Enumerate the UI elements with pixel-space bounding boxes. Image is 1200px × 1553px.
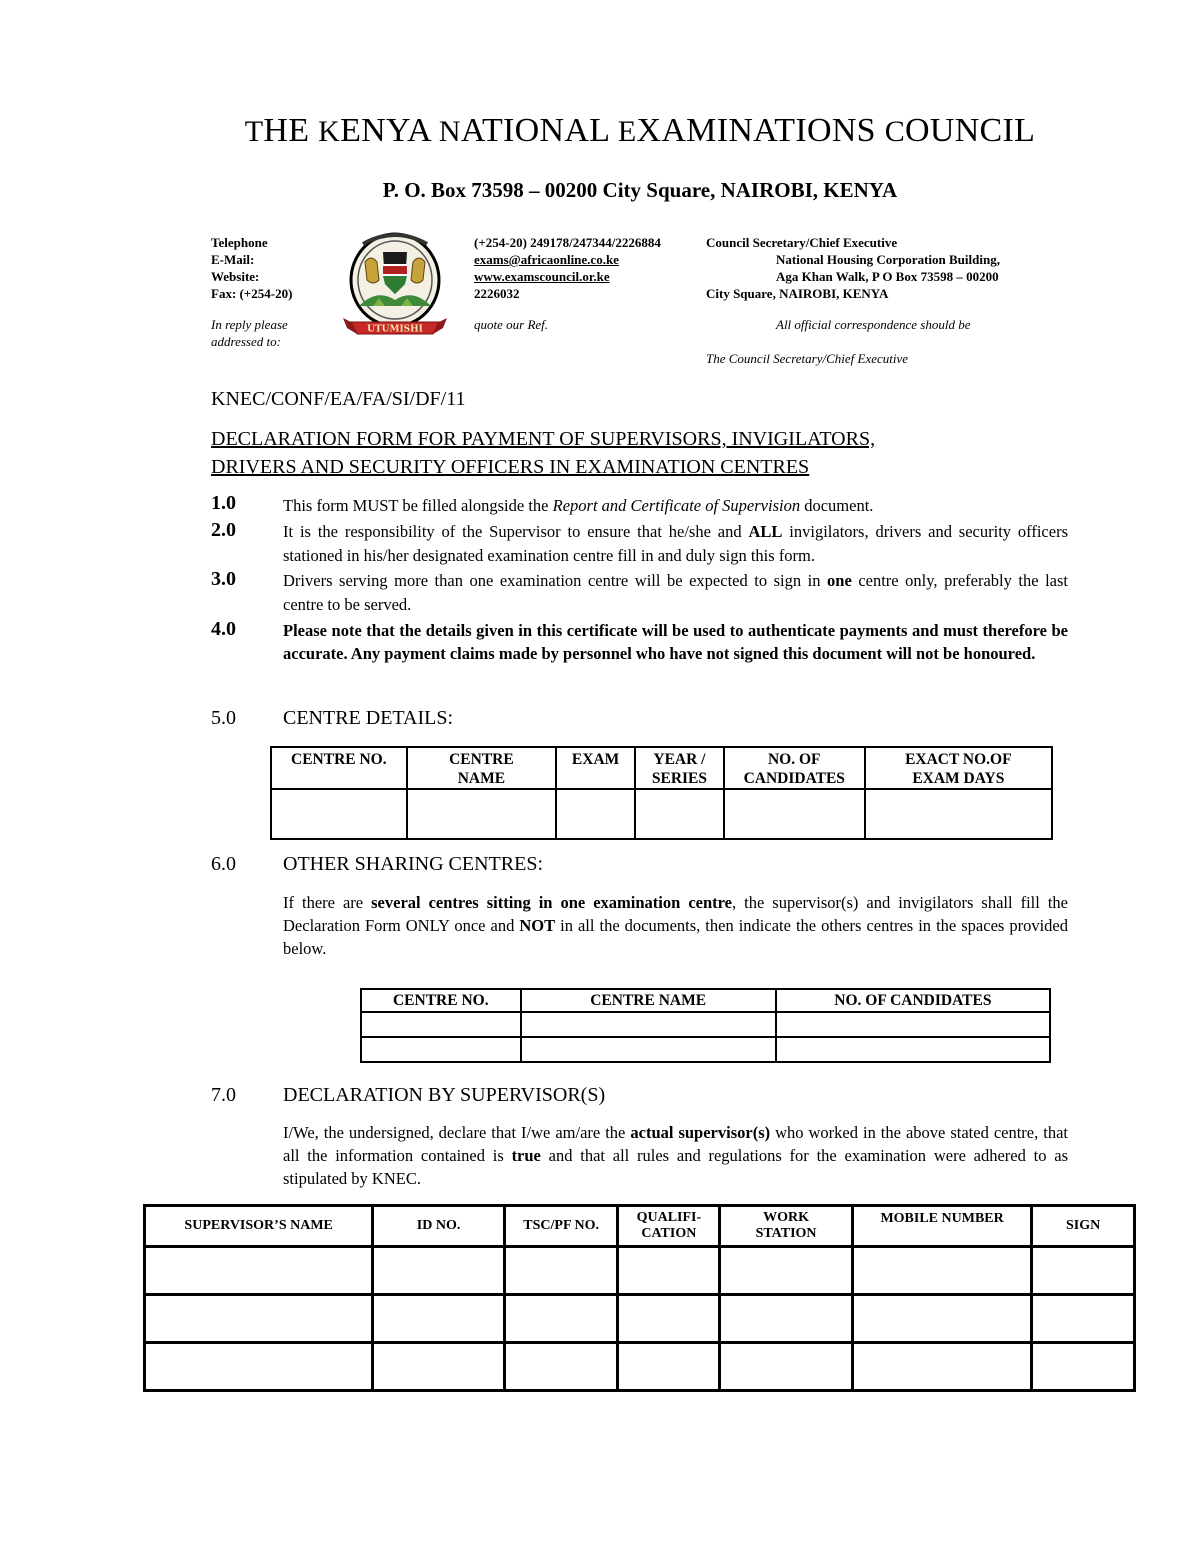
correspondence-addressee: The Council Secretary/Chief Executive <box>706 351 909 366</box>
crest-motto: UTUMISHI <box>367 324 423 335</box>
item-number-1: 1.0 <box>211 492 236 514</box>
tsc-pf-cell[interactable] <box>504 1343 618 1391</box>
centre-no-cell[interactable] <box>271 789 407 839</box>
header-tsc-pf-no: TSC/PF NO. <box>504 1206 618 1247</box>
work-station-cell[interactable] <box>720 1247 853 1295</box>
item-text-4: Please note that the details given in this certificate will be used to authenticate payments and must therefore be accurate. Any payment claims made by personnel who have not signed this document will not be honoured. <box>283 621 1068 663</box>
header-work-station: WORK STATION <box>720 1206 853 1247</box>
email-link[interactable] <box>474 251 619 268</box>
section5-number: 5.0 <box>211 707 236 729</box>
year-series-cell[interactable] <box>635 789 724 839</box>
candidates-cell[interactable] <box>724 789 865 839</box>
sharing-candidates-cell[interactable] <box>776 1012 1050 1037</box>
table-row <box>145 1247 1135 1295</box>
tsc-pf-cell[interactable] <box>504 1295 618 1343</box>
centre-details-table <box>270 746 1053 840</box>
table-row <box>361 1037 1050 1062</box>
header-sharing-centre-no: CENTRE NO. <box>361 989 521 1012</box>
section6-text: If there are several centres sitting in one examination centre, the supervisor(s) and invigilators shall fill the Declaration Form ONLY once and NOT in all the documents, then indicate the others centres in the spaces provided below. <box>283 893 1068 958</box>
mobile-cell[interactable] <box>852 1295 1031 1343</box>
sharing-candidates-cell[interactable] <box>776 1037 1050 1062</box>
sign-cell[interactable] <box>1032 1295 1135 1343</box>
supervisor-name-cell[interactable] <box>145 1295 373 1343</box>
work-station-cell[interactable] <box>720 1343 853 1391</box>
item-text-1: This form MUST be filled alongside the Report and Certificate of Supervision document. <box>283 496 874 515</box>
sign-cell[interactable] <box>1032 1343 1135 1391</box>
email-link-text[interactable]: exams@africaonline.co.ke <box>474 252 619 267</box>
header-sharing-centre-name: CENTRE NAME <box>521 989 776 1012</box>
header-year-series: YEAR / SERIES <box>635 747 724 789</box>
supervisor-name-cell[interactable] <box>145 1343 373 1391</box>
sharing-centre-no-cell[interactable] <box>361 1012 521 1037</box>
form-title <box>211 425 875 481</box>
tsc-pf-cell[interactable] <box>504 1247 618 1295</box>
section7-title: DECLARATION BY SUPERVISOR(S) <box>283 1084 606 1106</box>
table-row <box>145 1295 1135 1343</box>
contact-label-telephone: Telephone <box>211 235 268 250</box>
item-number-3: 3.0 <box>211 568 236 590</box>
header-exam: EXAM <box>556 747 635 789</box>
header-sign: SIGN <box>1032 1206 1135 1247</box>
reply-note-ref: quote our Ref. <box>474 317 549 332</box>
address-line: P. O. Box 73598 – 00200 City Square, NAIROBI, KENYA <box>382 178 898 202</box>
mobile-cell[interactable] <box>852 1247 1031 1295</box>
title-word-2: KENYA <box>318 112 439 149</box>
sharing-centre-name-cell[interactable] <box>521 1037 776 1062</box>
form-reference: KNEC/CONF/EA/FA/SI/DF/11 <box>211 388 466 410</box>
street-address: Aga Khan Walk, P O Box 73598 – 00200 <box>776 269 999 284</box>
section6-title: OTHER SHARING CENTRES: <box>283 853 544 875</box>
work-station-cell[interactable] <box>720 1295 853 1343</box>
reply-note-line1: In reply please <box>211 317 288 332</box>
title-word-1: THE <box>244 112 319 149</box>
header-no-of-candidates: NO. OF CANDIDATES <box>724 747 865 789</box>
exam-days-cell[interactable] <box>865 789 1052 839</box>
building-address: National Housing Corporation Building, <box>776 252 1000 267</box>
header-sharing-no-of-candidates: NO. OF CANDIDATES <box>776 989 1050 1012</box>
sharing-centre-no-cell[interactable] <box>361 1037 521 1062</box>
council-title <box>0 112 1200 150</box>
header-centre-name: CENTRE NAME <box>407 747 557 789</box>
item-number-2: 2.0 <box>211 519 236 541</box>
reply-note-line2: addressed to: <box>211 334 281 349</box>
website-link[interactable] <box>474 268 610 285</box>
form-title-line2: DRIVERS AND SECURITY OFFICERS IN EXAMINATION CENTRES <box>211 456 810 478</box>
exam-cell[interactable] <box>556 789 635 839</box>
header-centre-no: CENTRE NO. <box>271 747 407 789</box>
sign-cell[interactable] <box>1032 1247 1135 1295</box>
qualification-cell[interactable] <box>618 1343 720 1391</box>
title-word-4: EXAMINATIONS <box>617 112 885 149</box>
centre-name-cell[interactable] <box>407 789 557 839</box>
section7-number: 7.0 <box>211 1084 236 1106</box>
website-link-text[interactable]: www.examscouncil.or.ke <box>474 269 610 284</box>
header-supervisor-name: SUPERVISOR’S NAME <box>145 1206 373 1247</box>
sharing-centres-table <box>360 988 1051 1063</box>
sharing-centre-name-cell[interactable] <box>521 1012 776 1037</box>
city-address: City Square, NAIROBI, KENYA <box>706 286 889 301</box>
id-no-cell[interactable] <box>373 1295 504 1343</box>
header-exam-days: EXACT NO.OF EXAM DAYS <box>865 747 1052 789</box>
qualification-cell[interactable] <box>618 1295 720 1343</box>
header-qualification: QUALIFI- CATION <box>618 1206 720 1247</box>
supervisors-header-row <box>145 1206 1135 1247</box>
supervisor-name-cell[interactable] <box>145 1247 373 1295</box>
id-no-cell[interactable] <box>373 1343 504 1391</box>
title-word-5: COUNCIL <box>884 112 1036 149</box>
fax-number: 2226032 <box>474 286 520 301</box>
council-secretary-heading: Council Secretary/Chief Executive <box>706 235 898 250</box>
contact-label-fax: Fax: (+254-20) <box>211 286 293 301</box>
item-number-4: 4.0 <box>211 618 236 640</box>
centre-details-header-row <box>271 747 1052 789</box>
header-mobile-number: MOBILE NUMBER <box>852 1206 1031 1247</box>
kenya-coat-of-arms-logo <box>333 222 457 350</box>
item-text-2: It is the responsibility of the Supervisor to ensure that he/she and ALL invigilators, drivers and security officers stationed in his/her designated examination centre fill in and duly sign this form. <box>283 522 1068 565</box>
table-row <box>145 1343 1135 1391</box>
contact-label-email: E-Mail: <box>211 252 255 267</box>
table-row <box>271 789 1052 839</box>
section6-number: 6.0 <box>211 853 236 875</box>
header-id-no: ID NO. <box>373 1206 504 1247</box>
qualification-cell[interactable] <box>618 1247 720 1295</box>
supervisors-table <box>143 1204 1136 1392</box>
correspondence-note: All official correspondence should be <box>776 317 971 332</box>
section5-title: CENTRE DETAILS: <box>283 707 454 729</box>
mobile-cell[interactable] <box>852 1343 1031 1391</box>
form-title-line1: DECLARATION FORM FOR PAYMENT OF SUPERVISORS, INVIGILATORS, <box>211 428 876 450</box>
title-word-3: NATIONAL <box>438 112 618 149</box>
sharing-centres-header-row <box>361 989 1050 1012</box>
table-row <box>361 1012 1050 1037</box>
section7-text: I/We, the undersigned, declare that I/we am/are the actual supervisor(s) who worked in the above stated centre, that all the information contained is true and that all rules and regulations for the examination were adhered to as stipulated by KNEC. <box>283 1123 1068 1188</box>
contact-label-website: Website: <box>211 269 260 284</box>
item-text-3: Drivers serving more than one examination centre will be expected to sign in one centre only, preferably the last centre to be served. <box>283 571 1069 614</box>
id-no-cell[interactable] <box>373 1247 504 1295</box>
phone-number: (+254-20) 249178/247344/2226884 <box>474 235 661 250</box>
